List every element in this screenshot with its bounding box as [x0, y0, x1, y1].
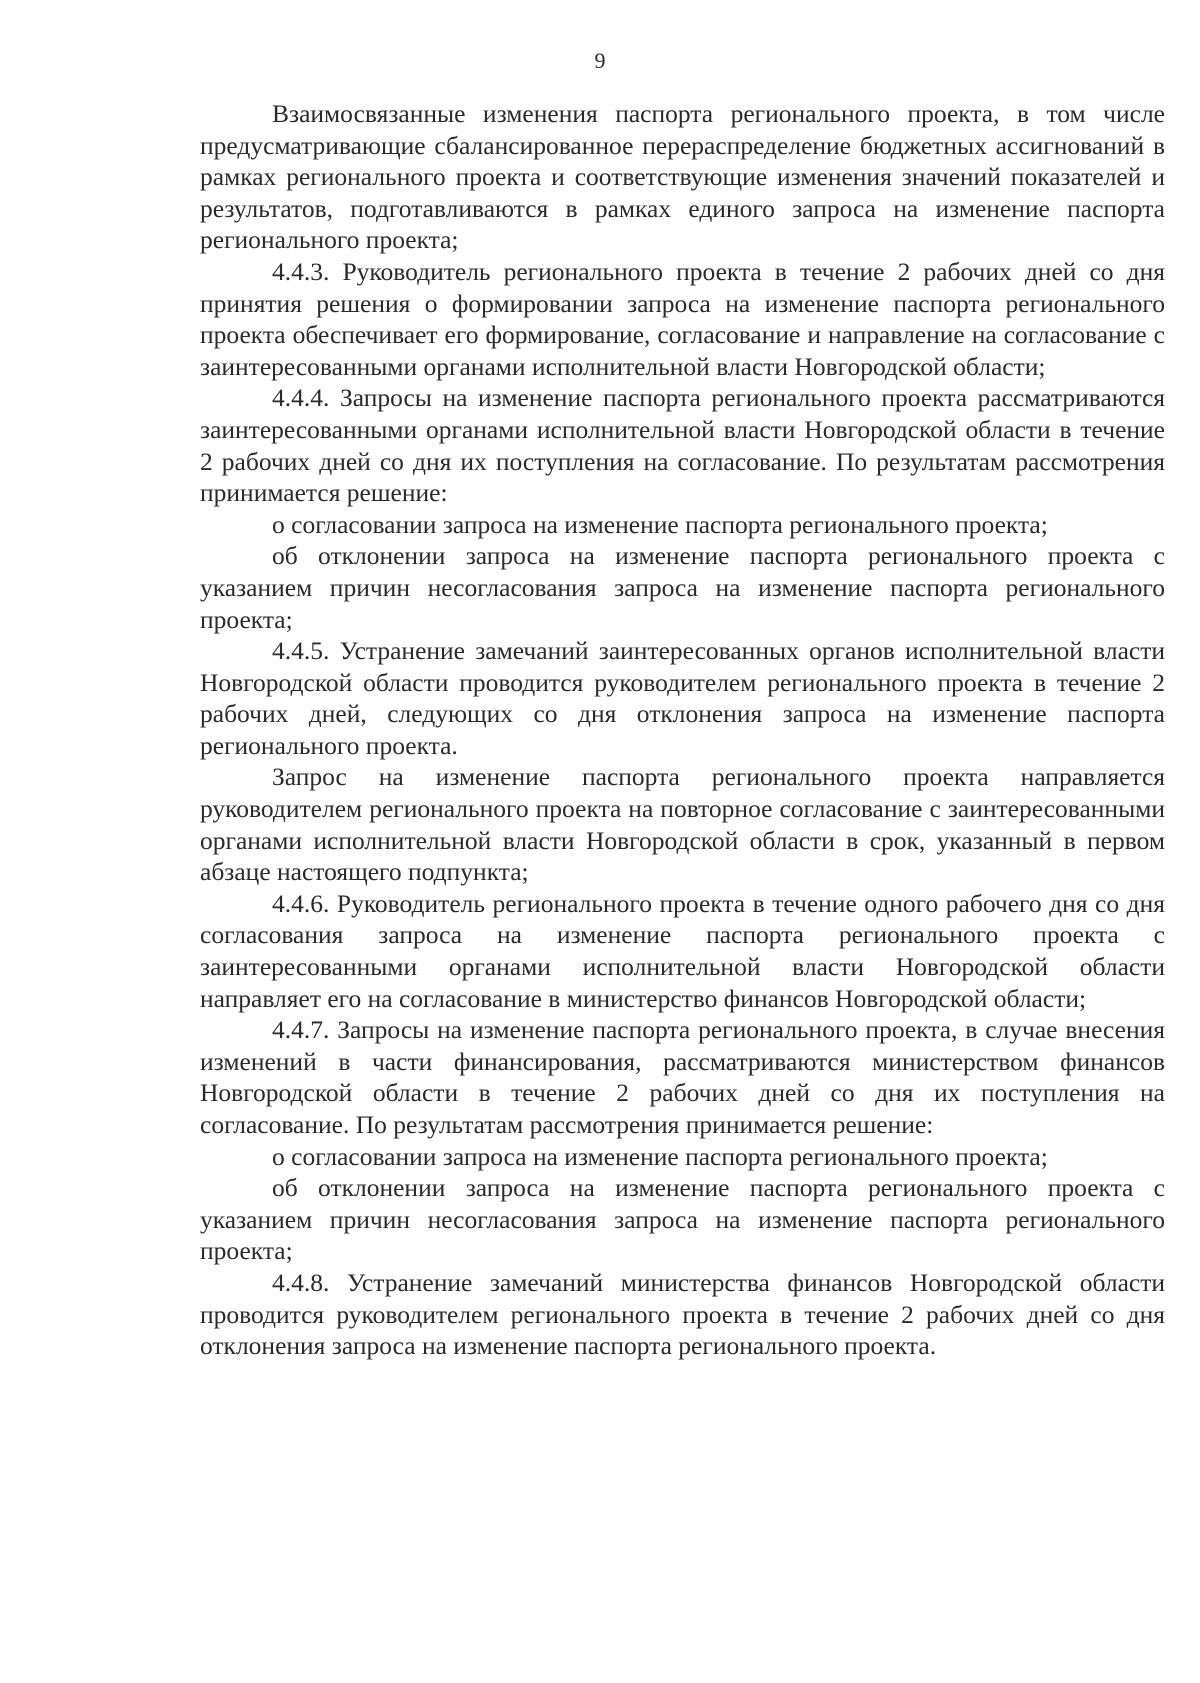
paragraph-rejection-option: об отклонении запроса на изменение паспорта регионального проекта с указанием причин несогласования запроса на изменение паспорта регионального проекта; — [200, 541, 1165, 634]
paragraph-rejection-option-finance: об отклонении запроса на изменение паспорта регионального проекта с указанием причин несогласования запроса на изменение паспорта регионального проекта; — [200, 1173, 1165, 1266]
paragraph-4-4-7: 4.4.7. Запросы на изменение паспорта регионального проекта, в случае внесения изменений в части финансирования, рассматриваются министерством финансов Новгородской области в течение 2 рабочих дней со дня их поступления на согласование. По результатам рассмотрения принимается решение: — [200, 1015, 1165, 1139]
paragraph-approval-option-finance: о согласовании запроса на изменение паспорта регионального проекта; — [272, 1141, 1048, 1171]
paragraph-intro-interrelated-changes: Взаимосвязанные изменения паспорта регионального проекта, в том числе предусматривающие сбалансированное перераспределение бюджетных ассигнований в рамках регионального проекта и соответствующие изменения значений показателей и результатов, подготавливаются в рамках единого запроса на изменение паспорта регионального проекта; — [200, 99, 1165, 255]
paragraph-4-4-6: 4.4.6. Руководитель регионального проекта в течение одного рабочего дня со дня согласования запроса на изменение паспорта регионального проекта с заинтересованными органами исполнительной власти Новгородской области направляет его на согласование в министерство финансов Новгородской области; — [200, 888, 1165, 1013]
paragraph-4-4-5: 4.4.5. Устранение замечаний заинтересованных органов исполнительной власти Новгородской области проводится руководителем регионального проекта в течение 2 рабочих дней, следующих со дня отклонения запроса на изменение паспорта регионального проекта. — [200, 636, 1165, 760]
paragraph-4-4-4: 4.4.4. Запросы на изменение паспорта регионального проекта рассматриваются заинтересованными органами исполнительной власти Новгородской области в течение 2 рабочих дней со дня их поступления на согласование. По результатам рассмотрения принимается решение: — [200, 383, 1165, 508]
paragraph-4-4-8: 4.4.8. Устранение замечаний министерства финансов Новгородской области проводится руководителем регионального проекта в течение 2 рабочих дней со дня отклонения запроса на изменение паспорта регионального проекта. — [200, 1267, 1165, 1361]
document-body — [200, 98, 1165, 1362]
paragraph-approval-option: о согласовании запроса на изменение паспорта регионального проекта; — [272, 509, 1048, 539]
paragraph-resubmission: Запрос на изменение паспорта регионального проекта направляется руководителем регионального проекта на повторное согласование с заинтересованными органами исполнительной власти Новгородской области в срок, указанный в первом абзаце настоящего подпункта; — [200, 762, 1165, 887]
page-number: 9 — [594, 48, 606, 73]
paragraph-4-4-3: 4.4.3. Руководитель регионального проекта в течение 2 рабочих дней со дня принятия решения о формировании запроса на изменение паспорта регионального проекта обеспечивает его формирование, согласование и направление на согласование с заинтересованными органами исполнительной власти Новгородской области; — [200, 256, 1165, 381]
